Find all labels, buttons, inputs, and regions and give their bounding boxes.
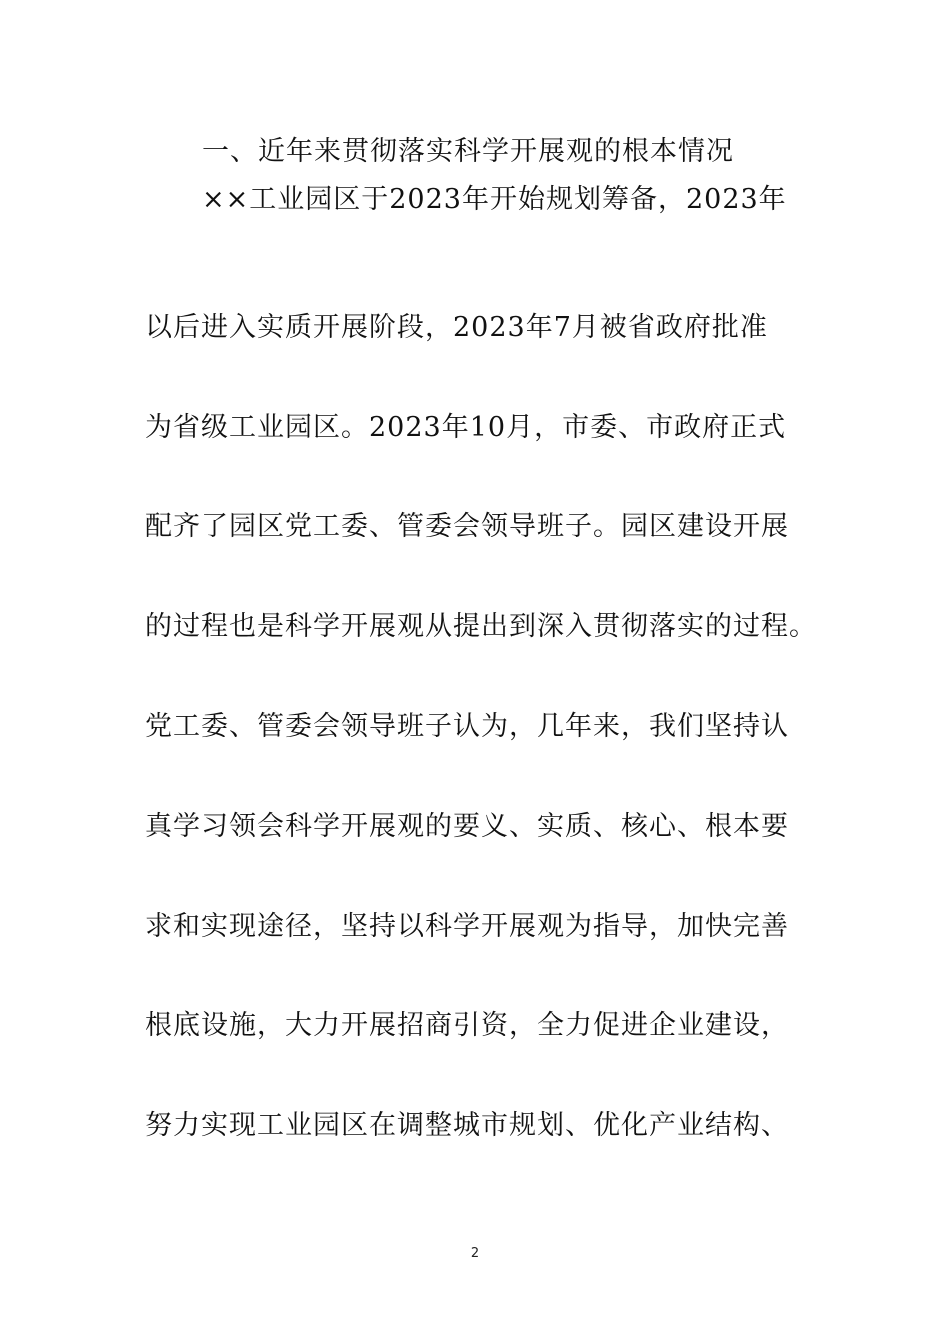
- body-line-3: 为省级工业园区。2023年10月，市委、市政府正式: [145, 412, 787, 443]
- body-line-5: 的过程也是科学开展观从提出到深入贯彻落实的过程。: [145, 611, 817, 642]
- body-line-6: 党工委、管委会领导班子认为，几年来，我们坚持认: [145, 711, 789, 742]
- body-line-2: 以后进入实质开展阶段，2023年7月被省政府批准: [145, 312, 768, 343]
- body-line-4: 配齐了园区党工委、管委会领导班子。园区建设开展: [145, 511, 789, 542]
- body-line-7: 真学习领会科学开展观的要义、实质、核心、根本要: [145, 811, 789, 842]
- body-line-1: ××工业园区于2023年开始规划筹备，2023年: [202, 184, 787, 215]
- body-line-8: 求和实现途径，坚持以科学开展观为指导，加快完善: [145, 911, 789, 942]
- body-line-10: 努力实现工业园区在调整城市规划、优化产业结构、: [145, 1110, 789, 1141]
- section-heading: 一、近年来贯彻落实科学开展观的根本情况: [202, 136, 734, 167]
- page-number: 2: [470, 1246, 480, 1261]
- body-line-9: 根底设施，大力开展招商引资，全力促进企业建设，: [145, 1010, 789, 1041]
